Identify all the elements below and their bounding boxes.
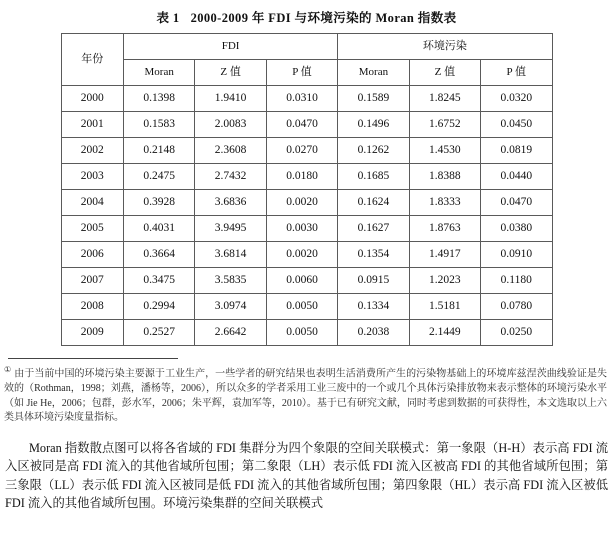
cell-env-z: 1.4530 (409, 138, 480, 164)
table-row (61, 242, 552, 268)
header-env-p: P 值 (481, 60, 552, 86)
table-row (61, 190, 552, 216)
cell-env-z: 1.2023 (409, 268, 480, 294)
header-fdi-p: P 值 (266, 60, 337, 86)
table-row (61, 86, 552, 112)
cell-fdi-z: 2.0083 (195, 112, 266, 138)
table-header-row-group (61, 34, 552, 60)
cell-fdi-z: 3.6836 (195, 190, 266, 216)
cell-fdi-z: 3.0974 (195, 294, 266, 320)
cell-fdi-moran: 0.1583 (123, 112, 194, 138)
cell-fdi-p: 0.0020 (266, 190, 337, 216)
footnote-text: 由于当前中国的环境污染主要源于工业生产，一些学者的研究结果也表明生活消费所产生的污染物基础上的环境库兹涅茨曲线验证是失效的（Rothman，1998；刘燕，潘杨等，2006），所以众多的学者采用工业三废中的一个或几个具体污染排放物来表示整体的环境污染水平（如 Jie He，2006；包群，彭水军，2006；朱平辉，袁加军等，2010）。基于已有研究文献，同时考虑到数据的可获得性，本文选取以上六类具体环境污染度量指标。 (4, 368, 607, 424)
cell-fdi-p: 0.0030 (266, 216, 337, 242)
cell-env-z: 1.4917 (409, 242, 480, 268)
cell-env-p: 0.0910 (481, 242, 552, 268)
cell-fdi-p: 0.0180 (266, 164, 337, 190)
cell-fdi-z: 1.9410 (195, 86, 266, 112)
cell-fdi-p: 0.0470 (266, 112, 337, 138)
cell-env-p: 0.0320 (481, 86, 552, 112)
cell-env-p: 0.0250 (481, 320, 552, 346)
cell-fdi-p: 0.0310 (266, 86, 337, 112)
table-row (61, 112, 552, 138)
cell-fdi-z: 2.6642 (195, 320, 266, 346)
cell-env-moran: 0.0915 (338, 268, 409, 294)
cell-env-p: 0.0819 (481, 138, 552, 164)
cell-fdi-moran: 0.3664 (123, 242, 194, 268)
table-body (61, 86, 552, 346)
cell-fdi-moran: 0.4031 (123, 216, 194, 242)
table-caption-title: 2000-2009 年 FDI 与环境污染的 Moran 指数表 (190, 11, 457, 25)
cell-env-moran: 0.1685 (338, 164, 409, 190)
cell-year: 2001 (61, 112, 123, 138)
cell-fdi-moran: 0.3928 (123, 190, 194, 216)
cell-fdi-z: 3.5835 (195, 268, 266, 294)
cell-year: 2007 (61, 268, 123, 294)
cell-fdi-moran: 0.3475 (123, 268, 194, 294)
cell-fdi-z: 3.9495 (195, 216, 266, 242)
header-group-fdi: FDI (123, 34, 337, 60)
table-row (61, 216, 552, 242)
cell-fdi-z: 2.7432 (195, 164, 266, 190)
cell-env-z: 1.6752 (409, 112, 480, 138)
footnote-text-container (4, 363, 607, 426)
cell-fdi-p: 0.0270 (266, 138, 337, 164)
table-row (61, 320, 552, 346)
cell-year: 2006 (61, 242, 123, 268)
cell-fdi-moran: 0.2148 (123, 138, 194, 164)
cell-fdi-moran: 0.2475 (123, 164, 194, 190)
cell-env-moran: 0.2038 (338, 320, 409, 346)
cell-year: 2003 (61, 164, 123, 190)
cell-env-moran: 0.1627 (338, 216, 409, 242)
header-env-z: Z 值 (409, 60, 480, 86)
cell-fdi-moran: 0.2994 (123, 294, 194, 320)
cell-env-moran: 0.1334 (338, 294, 409, 320)
cell-env-p: 0.0470 (481, 190, 552, 216)
cell-env-moran: 0.1354 (338, 242, 409, 268)
cell-env-z: 1.8333 (409, 190, 480, 216)
table-head (61, 34, 552, 86)
footnote-separator-rule (8, 358, 178, 359)
cell-year: 2008 (61, 294, 123, 320)
footnote-marker: ① (4, 365, 12, 374)
cell-year: 2002 (61, 138, 123, 164)
moran-index-table (61, 33, 553, 346)
cell-fdi-moran: 0.2527 (123, 320, 194, 346)
cell-env-moran: 0.1624 (338, 190, 409, 216)
header-fdi-moran: Moran (123, 60, 194, 86)
cell-fdi-p: 0.0050 (266, 320, 337, 346)
table-row (61, 138, 552, 164)
table-caption-label: 表 1 (156, 11, 180, 25)
table-caption (0, 0, 613, 33)
cell-env-moran: 0.1496 (338, 112, 409, 138)
cell-env-p: 0.0440 (481, 164, 552, 190)
cell-fdi-z: 2.3608 (195, 138, 266, 164)
table-header-row-sub (61, 60, 552, 86)
cell-fdi-p: 0.0020 (266, 242, 337, 268)
cell-env-z: 1.8388 (409, 164, 480, 190)
header-group-pollution: 环境污染 (338, 34, 552, 60)
body-paragraph: Moran 指数散点图可以将各省域的 FDI 集群分为四个象限的空间关联模式：第一象限（H-H）表示高 FDI 流入区被同是高 FDI 流入的其他省域所包围；第二象限（LH）表示低 FDI 流入区被高 FDI 的其他省域所包围；第三象限（LL）表示低 FDI 流入区被同是低 FDI 流入的其他省域所包围；第四象限（HL）表示高 FDI 流入区被低 FDI 流入的其他省域所包围。环境污染集群的空间关联模式 (5, 440, 608, 511)
cell-fdi-moran: 0.1398 (123, 86, 194, 112)
table-row (61, 294, 552, 320)
moran-table-container (61, 33, 553, 346)
cell-env-p: 0.0380 (481, 216, 552, 242)
cell-env-z: 1.8763 (409, 216, 480, 242)
cell-env-moran: 0.1589 (338, 86, 409, 112)
cell-year: 2005 (61, 216, 123, 242)
cell-env-p: 0.1180 (481, 268, 552, 294)
cell-env-z: 2.1449 (409, 320, 480, 346)
table-row (61, 268, 552, 294)
cell-env-p: 0.0450 (481, 112, 552, 138)
header-env-moran: Moran (338, 60, 409, 86)
header-year: 年份 (61, 34, 123, 86)
cell-year: 2000 (61, 86, 123, 112)
cell-env-moran: 0.1262 (338, 138, 409, 164)
footnote-block (0, 358, 613, 426)
header-fdi-z: Z 值 (195, 60, 266, 86)
cell-env-p: 0.0780 (481, 294, 552, 320)
cell-env-z: 1.5181 (409, 294, 480, 320)
cell-year: 2009 (61, 320, 123, 346)
cell-year: 2004 (61, 190, 123, 216)
cell-fdi-p: 0.0060 (266, 268, 337, 294)
cell-fdi-z: 3.6814 (195, 242, 266, 268)
table-row (61, 164, 552, 190)
cell-fdi-p: 0.0050 (266, 294, 337, 320)
cell-env-z: 1.8245 (409, 86, 480, 112)
